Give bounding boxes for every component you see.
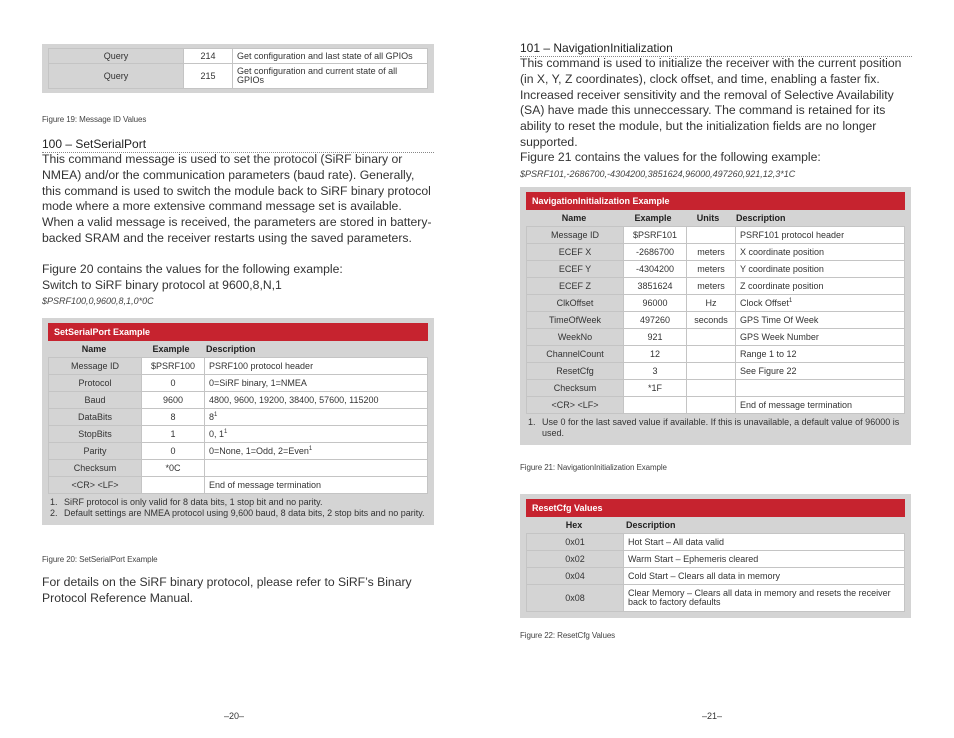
cell — [205, 426, 428, 443]
cell-text: 8 — [209, 412, 215, 422]
cell — [687, 363, 736, 380]
table-row — [527, 329, 905, 346]
note-text: SiRF protocol is only valid for 8 data bits, 1 stop bit and no parity. — [64, 497, 323, 507]
note-number: 1. — [528, 417, 536, 427]
cell: Query — [49, 49, 184, 64]
cell: Get configuration and current state of all GPIOs — [233, 64, 428, 89]
example-command: $PSRF101,-2686700,-4304200,3851624,96000,497260,921,12,3*1C — [520, 169, 796, 179]
cell-text: 0=None, 1=Odd, 2=Even — [209, 446, 309, 456]
cell — [205, 409, 428, 426]
note-number: 1. — [50, 497, 58, 507]
cell — [736, 397, 905, 414]
column-header: Name — [561, 213, 587, 223]
table-row — [527, 397, 905, 414]
column-header: Description — [736, 213, 786, 223]
table-row — [527, 585, 905, 612]
cell — [205, 477, 428, 494]
cell — [205, 443, 428, 460]
column-header: Hex — [565, 520, 583, 530]
cell: 12 — [624, 346, 687, 363]
heading-text: 101 – NavigationInitialization — [520, 41, 673, 55]
cell: 0x02 — [527, 551, 624, 568]
cell — [205, 375, 428, 392]
cell-text: Range 1 to 12 — [740, 349, 797, 359]
cell-text: PSRF101 protocol header — [740, 230, 845, 240]
navinit-table — [520, 187, 911, 445]
table-row — [527, 261, 905, 278]
cell: 214 — [184, 49, 233, 64]
cell: seconds — [687, 312, 736, 329]
cell — [687, 227, 736, 244]
table-header-row — [526, 517, 905, 533]
cell: ECEF Z — [527, 278, 624, 295]
cell — [736, 244, 905, 261]
cell: 0x01 — [527, 534, 624, 551]
cell: Query — [49, 64, 184, 89]
cell: Hz — [687, 295, 736, 312]
note-item — [50, 508, 426, 519]
table-row — [527, 534, 905, 551]
cell-text: Y coordinate position — [740, 264, 824, 274]
cell: <CR> <LF> — [527, 397, 624, 414]
cell: 3 — [624, 363, 687, 380]
cell: *0C — [142, 460, 205, 477]
cell: WeekNo — [527, 329, 624, 346]
cell: *1F — [624, 380, 687, 397]
cell: -2686700 — [624, 244, 687, 261]
cell-text: Z coordinate position — [740, 281, 824, 291]
cell: 8 — [142, 409, 205, 426]
table-row — [49, 64, 428, 89]
table-row — [49, 375, 428, 392]
table-row — [49, 409, 428, 426]
cell: 0x04 — [527, 568, 624, 585]
cell — [736, 227, 905, 244]
cell: Checksum — [49, 460, 142, 477]
text-line: Switch to SiRF binary protocol at 9600,8,N,1 — [42, 277, 282, 292]
cell — [736, 261, 905, 278]
cell — [736, 329, 905, 346]
cell: ChannelCount — [527, 346, 624, 363]
note-text: Use 0 for the last saved value if available. If this is unavailable, a default value of 96000 is used. — [542, 417, 900, 438]
cell: Cold Start – Clears all data in memory — [624, 568, 905, 585]
cell — [687, 380, 736, 397]
cell — [736, 380, 905, 397]
page-number: –21– — [702, 711, 723, 721]
column-header: Description — [626, 520, 676, 530]
table-row — [527, 227, 905, 244]
cell-text: GPS Time Of Week — [740, 315, 819, 325]
table-row — [527, 278, 905, 295]
table-row — [527, 312, 905, 329]
cell: Protocol — [49, 375, 142, 392]
cell-text: 0, 1 — [209, 429, 225, 439]
table-row — [49, 392, 428, 409]
cell: 215 — [184, 64, 233, 89]
cell-text: End of message termination — [740, 400, 853, 410]
cell: ResetCfg — [527, 363, 624, 380]
cell-text: See Figure 22 — [740, 366, 797, 376]
table-row — [527, 380, 905, 397]
figure-caption: Figure 21: NavigationInitialization Example — [520, 463, 667, 472]
table-row — [527, 363, 905, 380]
cell: -4304200 — [624, 261, 687, 278]
cell: TimeOfWeek — [527, 312, 624, 329]
cell: ClkOffset — [527, 295, 624, 312]
cell: 1 — [142, 426, 205, 443]
cell: meters — [687, 261, 736, 278]
cell — [736, 346, 905, 363]
cell — [205, 392, 428, 409]
cell — [687, 346, 736, 363]
cell — [736, 312, 905, 329]
cell: Message ID — [527, 227, 624, 244]
table-header-row — [48, 341, 428, 357]
column-header: Example — [634, 213, 672, 223]
note-item — [528, 417, 903, 439]
table-title: SetSerialPort Example — [48, 323, 428, 341]
table-row — [49, 443, 428, 460]
cell: Hot Start – All data valid — [624, 534, 905, 551]
cell — [205, 358, 428, 375]
cell: 9600 — [142, 392, 205, 409]
cell-text: 4800, 9600, 19200, 38400, 57600, 115200 — [209, 395, 379, 405]
column-header: Units — [696, 213, 720, 223]
table-notes — [526, 414, 905, 439]
column-header: Example — [152, 344, 190, 354]
cell: 0x08 — [527, 585, 624, 612]
table-row — [527, 551, 905, 568]
figure-caption: Figure 22: ResetCfg Values — [520, 631, 616, 640]
note-number: 2. — [50, 508, 58, 518]
table-title: NavigationInitialization Example — [526, 192, 905, 210]
table-row — [527, 295, 905, 312]
cell: meters — [687, 244, 736, 261]
cell — [736, 295, 905, 312]
text-line: Figure 20 contains the values for the following example: — [42, 262, 343, 276]
cell: Message ID — [49, 358, 142, 375]
cell-text: GPS Week Number — [740, 332, 819, 342]
cell: Baud — [49, 392, 142, 409]
cell-text: 0=SiRF binary, 1=NMEA — [209, 378, 307, 388]
cell: <CR> <LF> — [49, 477, 142, 494]
cell: Warm Start – Ephemeris cleared — [624, 551, 905, 568]
resetcfg-table — [520, 494, 911, 618]
table-row — [49, 426, 428, 443]
table-row — [527, 346, 905, 363]
cell: meters — [687, 278, 736, 295]
figure-caption: Figure 19: Message ID Values — [42, 115, 147, 124]
body-paragraph: Figure 21 contains the values for the following example: — [520, 150, 821, 164]
cell: ECEF Y — [527, 261, 624, 278]
heading-text: 100 – SetSerialPort — [42, 137, 147, 151]
cell: Parity — [49, 443, 142, 460]
cell: 96000 — [624, 295, 687, 312]
cell: Get configuration and last state of all GPIOs — [233, 49, 428, 64]
table-notes — [48, 494, 428, 519]
cell: 0 — [142, 443, 205, 460]
body-paragraph: This command is used to initialize the receiver with the current position (in X, Y, Z coordinates), clock offset, and time, enabling a faster fix. Increased receiver sensitivity and the removal of Selective Availability (SA) have made this unneccessary. The command is retained for its ability to reset the module, but the initialization fields are no longer supported. — [520, 56, 902, 149]
cell: $PSRF100 — [142, 358, 205, 375]
cell: $PSRF101 — [624, 227, 687, 244]
column-header: Name — [81, 344, 107, 354]
body-paragraph: This command message is used to set the protocol (SiRF binary or NMEA) and/or the communication parameters (baud rate). Generally, this command is used to switch the module back to SiRF binary protocol mode where a more extensive command message set is available. When a valid message is received, the parameters are stored in battery-backed SRAM and the receiver restarts using the saved parameters. — [42, 152, 432, 245]
table-row — [527, 244, 905, 261]
cell — [736, 278, 905, 295]
cell: Clear Memory – Clears all data in memory and resets the receiver back to factory defaults — [624, 585, 905, 612]
figure-caption: Figure 20: SetSerialPort Example — [42, 555, 158, 564]
note-text: Default settings are NMEA protocol using 9,600 baud, 8 data bits, 2 stop bits and no parity. — [64, 508, 425, 518]
cell: Checksum — [527, 380, 624, 397]
setserialport-table — [42, 318, 434, 525]
cell: ECEF X — [527, 244, 624, 261]
cell-text: PSRF100 protocol header — [209, 361, 314, 371]
table-row — [49, 49, 428, 64]
footnote-marker: 1 — [788, 298, 793, 304]
section-heading — [520, 41, 912, 57]
table-row — [49, 358, 428, 375]
cell-text: X coordinate position — [740, 247, 825, 257]
table-row — [49, 460, 428, 477]
body-paragraph: For details on the SiRF binary protocol, please refer to SiRF’s Binary Protocol Reference Manual. — [42, 575, 412, 605]
footnote-marker: 1 — [224, 429, 228, 435]
cell: StopBits — [49, 426, 142, 443]
gpio-query-table — [42, 44, 434, 93]
table-row — [527, 568, 905, 585]
table-header-row — [526, 210, 905, 226]
cell — [624, 397, 687, 414]
table-title: ResetCfg Values — [526, 499, 905, 517]
cell: 921 — [624, 329, 687, 346]
cell: 0 — [142, 375, 205, 392]
cell: 3851624 — [624, 278, 687, 295]
cell: 497260 — [624, 312, 687, 329]
body-paragraph — [42, 262, 436, 294]
cell — [205, 460, 428, 477]
page-number: –20– — [224, 711, 245, 721]
footnote-marker: 1 — [214, 412, 218, 418]
cell — [736, 363, 905, 380]
footnote-marker: 1 — [308, 446, 313, 452]
cell — [687, 397, 736, 414]
note-item — [50, 497, 426, 508]
cell-text: Clock Offset — [740, 298, 789, 308]
section-heading — [42, 137, 434, 153]
column-header: Description — [206, 344, 256, 354]
cell-text: End of message termination — [209, 480, 322, 490]
cell — [687, 329, 736, 346]
cell — [142, 477, 205, 494]
table-row — [49, 477, 428, 494]
example-command: $PSRF100,0,9600,8,1,0*0C — [42, 296, 154, 306]
cell: DataBits — [49, 409, 142, 426]
